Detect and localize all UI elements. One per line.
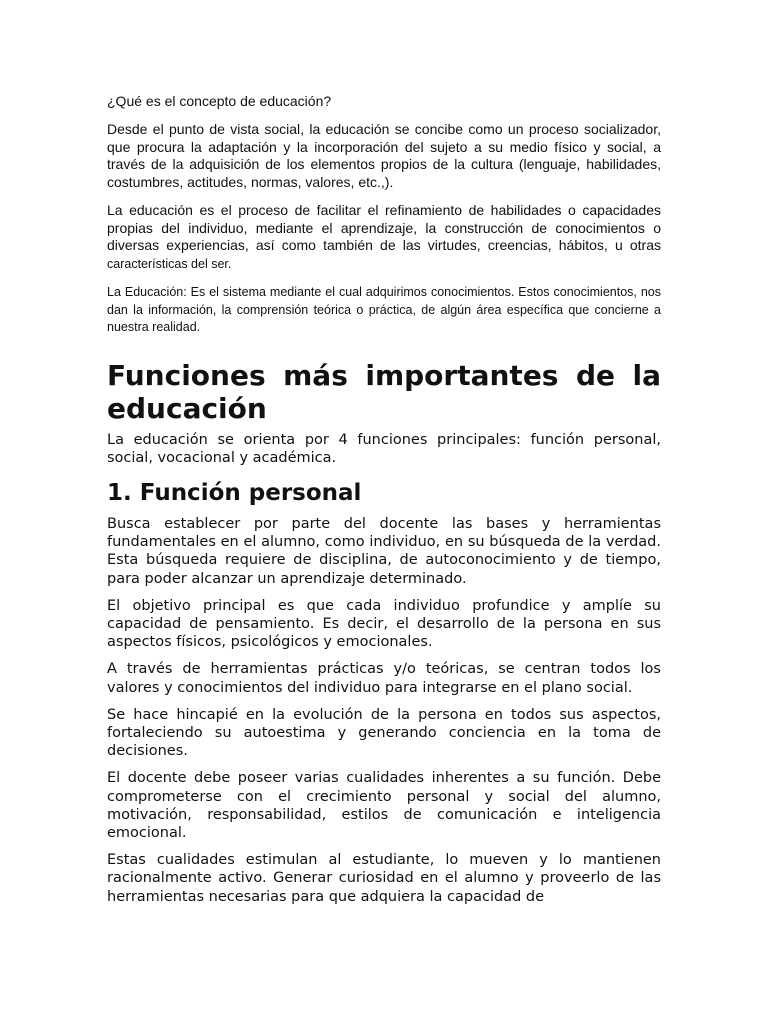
functions-intro: La educación se orienta por 4 funciones principales: función personal, social, vocacional y académica. — [107, 431, 661, 466]
personal-paragraph-1: Busca establecer por parte del docente las bases y herramientas fundamentales en el alumno, como individuo, en su búsqueda de la verdad. Esta búsqueda requiere de disciplina, de autoconocimiento y de tiempo, para poder alcanzar un aprendizaje determinado. — [107, 515, 661, 587]
system-definition-paragraph: La Educación: Es el sistema mediante el cual adquirimos conocimientos. Estos conocimientos, nos dan la información, la comprensión teórica o práctica, de algún área específica que concierne a nuestra realidad. — [107, 285, 661, 334]
social-definition-paragraph: Desde el punto de vista social, la educación se concibe como un proceso socializador, que procura la adaptación y la incorporación del sujeto a su medio físico y social, a través de la adquisición de los elementos propios de la cultura (lenguaje, habilidades, costumbres, actitudes, normas, valores, etc.,). — [107, 121, 661, 190]
functions-heading: Funciones más importantes de la educación — [107, 358, 661, 425]
personal-paragraph-2: El objetivo principal es que cada individuo profundice y amplíe su capacidad de pensamiento. Es decir, el desarrollo de la persona en sus aspectos físicos, psicológicos y emocionales. — [107, 597, 661, 651]
personal-paragraph-3: A través de herramientas prácticas y/o teóricas, se centran todos los valores y conocimientos del individuo para integrarse en el plano social. — [107, 661, 661, 696]
personal-paragraph-5: El docente debe poseer varias cualidades inherentes a su función. Debe comprometerse con el crecimiento personal y social del alumno, motivación, responsabilidad, estilos de comunicación e inteligencia emocional. — [107, 770, 661, 841]
personal-paragraph-6: Estas cualidades estimulan al estudiante, lo mueven y lo mantienen racionalmente activo. Generar curiosidad en el alumno y proveerlo de las herramientas necesarias para que adquiera la capacidad de — [107, 852, 661, 905]
education-definition-paragraph — [107, 202, 661, 273]
personal-paragraph-4: Se hace hincapié en la evolución de la persona en todos sus aspectos, fortaleciendo su autoestima y generando conciencia en la toma de decisiones. — [107, 706, 661, 760]
education-definition-main: La educación es el proceso de facilitar el refinamiento de habilidades o capacidades propias del individuo, mediante el aprendizaje, la construcción de conocimientos o diversas experiencias, así como también de las virtudes, creencias, hábitos, u otras — [107, 202, 661, 253]
question-line: ¿Qué es el concepto de educación? — [107, 93, 332, 109]
personal-function-heading: 1. Función personal — [107, 479, 362, 506]
education-definition-tail: características del ser. — [107, 256, 232, 271]
document-page — [107, 92, 661, 915]
